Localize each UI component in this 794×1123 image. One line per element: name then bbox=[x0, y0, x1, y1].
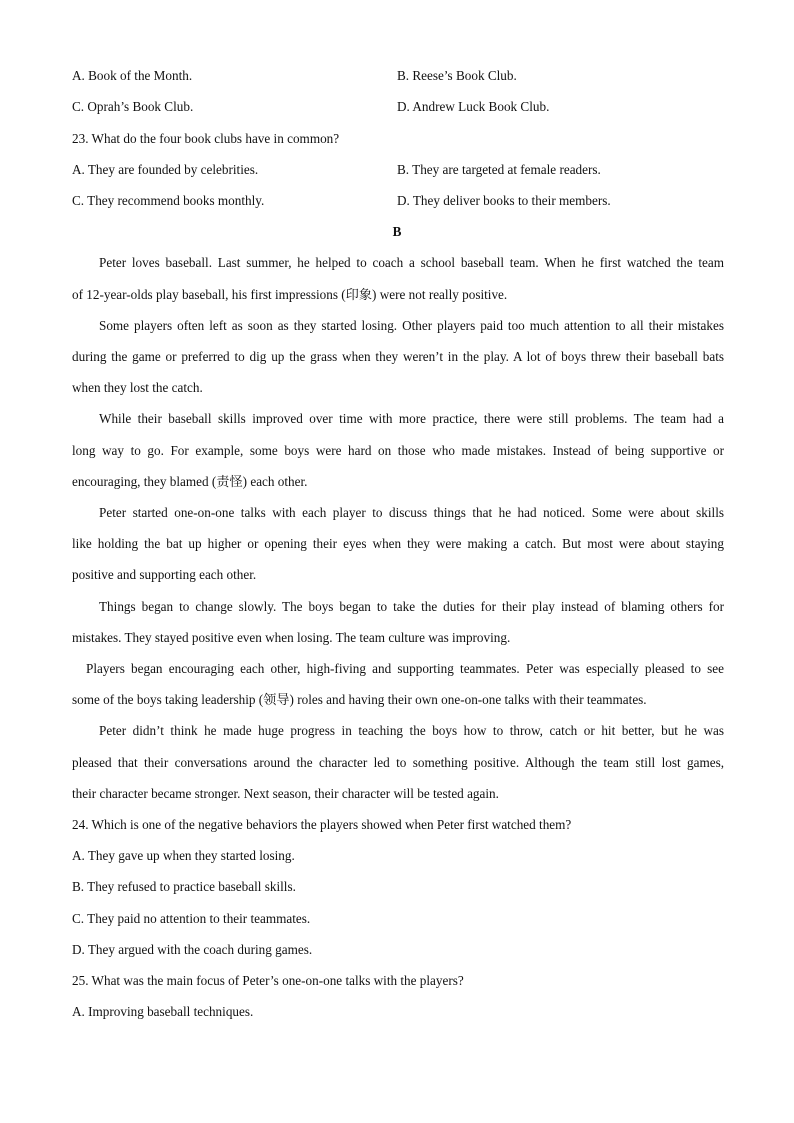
passage-p3-line1: While their baseball skills improved over time with more practice, there were still problems. The team had a bbox=[99, 411, 724, 426]
passage-p2-line3: when they lost the catch. bbox=[72, 380, 203, 395]
q22-option-d: D. Andrew Luck Book Club. bbox=[397, 99, 550, 114]
q24-option-b: B. They refused to practice baseball skills. bbox=[72, 879, 296, 894]
passage-p3-line3: encouraging, they blamed (责怪) each other. bbox=[72, 474, 308, 489]
passage-p7-line3: their character became stronger. Next season, their character will be tested again. bbox=[72, 786, 499, 801]
q24-option-a: A. They gave up when they started losing. bbox=[72, 848, 295, 863]
passage-p2-line1: Some players often left as soon as they started losing. Other players paid too much attention to all their mistakes bbox=[99, 318, 724, 333]
q23-option-c: C. They recommend books monthly. bbox=[72, 193, 265, 208]
q25-option-a: A. Improving baseball techniques. bbox=[72, 1004, 254, 1019]
passage-p4-line3: positive and supporting each other. bbox=[72, 567, 257, 582]
passage-p4-line1: Peter started one-on-one talks with each player to discuss things that he had noticed. Some were about skills bbox=[99, 505, 724, 520]
q23-option-b: B. They are targeted at female readers. bbox=[397, 162, 601, 177]
section-heading: B bbox=[392, 224, 402, 239]
q22-option-b: B. Reese’s Book Club. bbox=[397, 68, 517, 83]
passage-p2-line2: during the game or preferred to dig up the grass when they weren’t in the play. A lot of boys threw their baseball bats bbox=[72, 349, 724, 364]
passage-p7-line2: pleased that their conversations around the character led to something positive. Although the team still lost games, bbox=[72, 755, 724, 770]
passage-p1-line2: of 12-year-olds play baseball, his first impressions (印象) were not really positive. bbox=[72, 287, 508, 302]
q23-question: 23. What do the four book clubs have in common? bbox=[72, 131, 340, 146]
q23-option-a: A. They are founded by celebrities. bbox=[72, 162, 259, 177]
q22-option-c: C. Oprah’s Book Club. bbox=[72, 99, 194, 114]
q24-option-d: D. They argued with the coach during games. bbox=[72, 942, 313, 957]
passage-p5-line1: Things began to change slowly. The boys began to take the duties for their play instead of blaming others for bbox=[99, 599, 724, 614]
passage-p5-line2: mistakes. They stayed positive even when losing. The team culture was improving. bbox=[72, 630, 511, 645]
passage-p1-line1: Peter loves baseball. Last summer, he helped to coach a school baseball team. When he first watched the team bbox=[99, 255, 724, 270]
q24-question: 24. Which is one of the negative behaviors the players showed when Peter first watched them? bbox=[72, 817, 572, 832]
q24-option-c: C. They paid no attention to their teammates. bbox=[72, 911, 311, 926]
passage-p6-line2: some of the boys taking leadership (领导) roles and having their own one-on-one talks with their teammates. bbox=[72, 692, 647, 707]
passage-p7-line1: Peter didn’t think he made huge progress in teaching the boys how to throw, catch or hit better, but he was bbox=[99, 723, 724, 738]
q25-question: 25. What was the main focus of Peter’s one-on-one talks with the players? bbox=[72, 973, 464, 988]
q23-option-d: D. They deliver books to their members. bbox=[397, 193, 611, 208]
passage-p3-line2: long way to go. For example, some boys were hard on those who made mistakes. Instead of being supportive or bbox=[72, 443, 724, 458]
passage-p6-line1: Players began encouraging each other, high-fiving and supporting teammates. Peter was especially pleased to see bbox=[86, 661, 724, 676]
q22-option-a: A. Book of the Month. bbox=[72, 68, 193, 83]
passage-p4-line2: like holding the bat up higher or opening their eyes when they were making a catch. But most were about staying bbox=[72, 536, 724, 551]
